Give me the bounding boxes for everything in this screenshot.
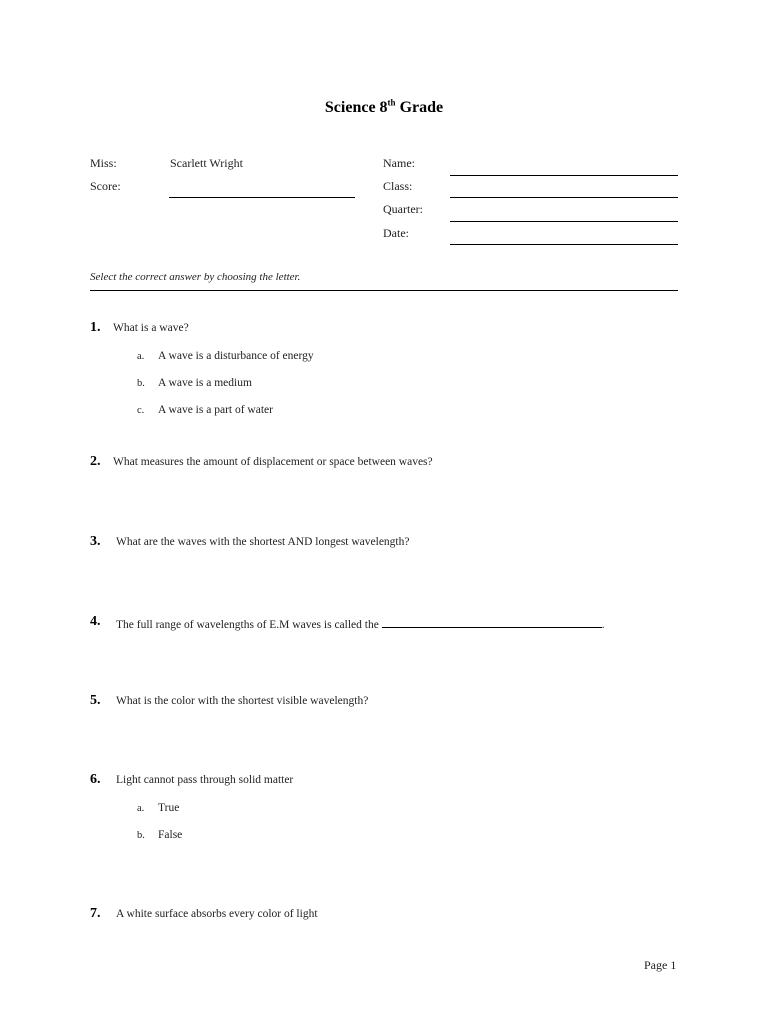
- class-label: Class:: [383, 179, 413, 193]
- miss-label: Miss:: [90, 156, 117, 170]
- question-text: What measures the amount of displacement or space between waves?: [113, 456, 433, 468]
- question-text: What are the waves with the shortest AND longest wavelength?: [116, 536, 410, 548]
- title-end: Grade: [395, 99, 444, 116]
- name-label: Name:: [383, 156, 415, 170]
- title-superscript: th: [387, 97, 396, 108]
- question-text: What is the color with the shortest visible wavelength?: [116, 695, 369, 707]
- question-text-row: [116, 616, 605, 631]
- question-number: 5.: [90, 693, 101, 708]
- option-letter: a.: [137, 351, 145, 362]
- option-text[interactable]: False: [158, 829, 183, 841]
- option-text[interactable]: True: [158, 802, 180, 814]
- quarter-label: Quarter:: [383, 202, 423, 216]
- instruction-text: Select the correct answer by choosing the letter.: [90, 271, 301, 283]
- quarter-blank[interactable]: [450, 221, 678, 222]
- score-label: Score:: [90, 179, 121, 193]
- question-number: 1.: [90, 320, 101, 335]
- option-text[interactable]: A wave is a part of water: [158, 404, 273, 416]
- option-letter: b.: [137, 378, 145, 389]
- option-text[interactable]: A wave is a disturbance of energy: [158, 350, 314, 362]
- instruction-rule: [90, 290, 678, 291]
- score-blank[interactable]: [169, 197, 355, 198]
- miss-value: Scarlett Wright: [170, 156, 243, 170]
- date-blank[interactable]: [450, 244, 678, 245]
- page-number: Page 1: [644, 958, 677, 972]
- class-blank[interactable]: [450, 197, 678, 198]
- question-text: What is a wave?: [113, 322, 189, 334]
- option-letter: a.: [137, 803, 145, 814]
- question-number: 4.: [90, 614, 101, 629]
- question-suffix: .: [601, 619, 605, 631]
- option-letter: c.: [137, 405, 145, 416]
- option-text[interactable]: A wave is a medium: [158, 377, 252, 389]
- question-text: A white surface absorbs every color of light: [116, 908, 318, 920]
- question-number: 3.: [90, 534, 101, 549]
- option-letter: b.: [137, 830, 145, 841]
- question-number: 7.: [90, 906, 101, 921]
- name-blank[interactable]: [450, 175, 678, 176]
- question-text: Light cannot pass through solid matter: [116, 774, 294, 786]
- question-number: 6.: [90, 772, 101, 787]
- fill-in-blank[interactable]: [382, 616, 602, 628]
- title-main: Science 8: [324, 99, 388, 116]
- question-number: 2.: [90, 454, 101, 469]
- question-text: The full range of wavelengths of E.M waves is called the: [116, 619, 382, 631]
- date-label: Date:: [383, 226, 409, 240]
- page-title: [0, 99, 768, 117]
